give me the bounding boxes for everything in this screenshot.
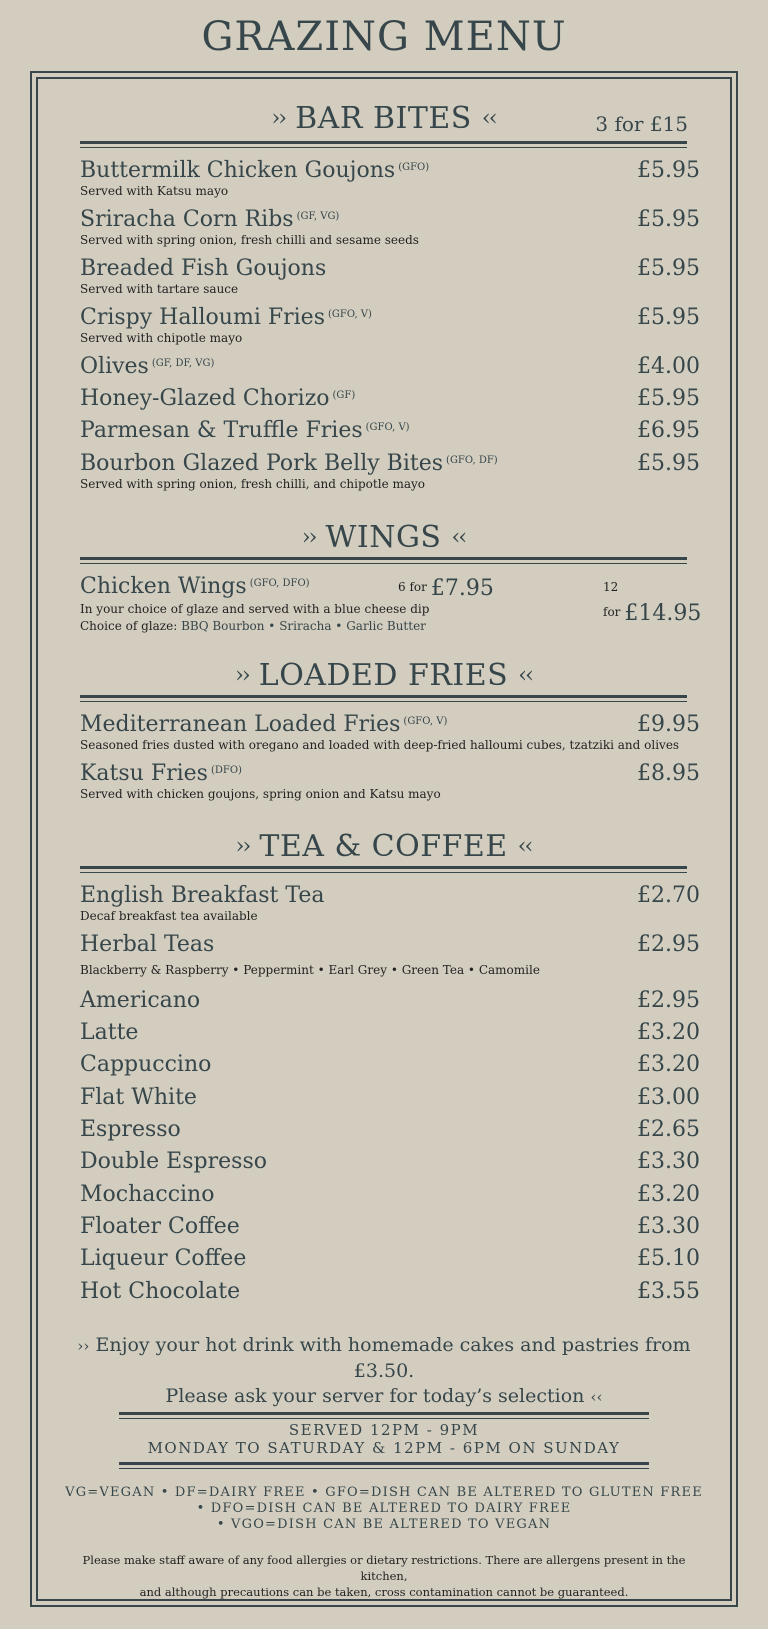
dietary-tag: (DFO): [210, 765, 242, 776]
item-name: Americano: [80, 988, 201, 1013]
item-description: Blackberry & Raspberry • Peppermint • Earl Grey • Green Tea • Camomile: [80, 963, 540, 977]
dietary-tag: (GF, DF, VG): [151, 358, 215, 369]
bar-bites-deal: 3 for £15: [595, 112, 688, 136]
item-price: £5.95: [637, 158, 700, 183]
dietary-tag: (GFO, V): [328, 309, 372, 320]
item-price: £2.65: [637, 1117, 700, 1142]
item-name: Floater Coffee: [80, 1214, 240, 1239]
menu-item: [80, 1117, 700, 1142]
glaze-options: BBQ Bourbon • Sriracha • Garlic Butter: [181, 619, 426, 633]
chevron-right-icon: ››: [271, 106, 286, 131]
serving-hours: [119, 1421, 649, 1457]
item-price: £3.20: [637, 1052, 700, 1077]
item-name: Mediterranean Loaded Fries: [80, 712, 401, 737]
item-name: Mochaccino: [80, 1182, 215, 1207]
item-price: £2.70: [637, 883, 700, 908]
served-rule-top: [119, 1412, 649, 1419]
menu-item: [80, 207, 700, 247]
item-description: Served with tartare sauce: [80, 282, 239, 296]
item-name: Cappuccino: [80, 1052, 212, 1077]
menu-item: [80, 1279, 700, 1304]
menu-item: [80, 761, 700, 801]
section-title: LOADED FRIES: [258, 658, 509, 693]
chevron-right-icon: ››: [235, 834, 250, 859]
item-name: Double Espresso: [80, 1149, 267, 1174]
item-name: Buttermilk Chicken Goujons: [80, 158, 396, 183]
section-rule: [80, 695, 687, 702]
item-description: Served with spring onion, fresh chilli and sesame seeds: [80, 233, 419, 247]
chevron-right-icon: ››: [77, 1337, 90, 1355]
promo-line-1: Enjoy your hot drink with homemade cakes and pastries from £3.50.: [95, 1334, 691, 1382]
item-description: Decaf breakfast tea available: [80, 909, 258, 923]
item-name: Katsu Fries: [80, 761, 208, 786]
item-description: In your choice of glaze and served with a blue cheese dip: [80, 602, 430, 616]
served-line-2: MONDAY TO SATURDAY & 12PM - 6PM ON SUNDAY: [147, 1439, 621, 1457]
menu-item: [80, 1052, 700, 1077]
menu-item: [80, 1182, 700, 1207]
item-name: Liqueur Coffee: [80, 1246, 247, 1271]
wings-option-12: [603, 576, 701, 626]
item-name: Herbal Teas: [80, 932, 215, 957]
section-heading-loaded-fries: [80, 658, 687, 693]
item-name: Crispy Halloumi Fries: [80, 305, 325, 330]
menu-item: [80, 988, 700, 1013]
menu-item: [80, 1246, 700, 1271]
menu-item: [80, 386, 700, 411]
item-price: £2.95: [637, 988, 700, 1013]
served-rule-bottom: [119, 1462, 649, 1469]
chevron-right-icon: ››: [235, 663, 249, 688]
dietary-tag: (GFO): [398, 162, 430, 173]
item-price: £8.95: [637, 761, 700, 786]
menu-item: [80, 158, 700, 198]
option-price: £14.95: [624, 601, 702, 626]
item-price: £3.20: [637, 1020, 700, 1045]
option-price: £7.95: [430, 576, 494, 601]
section-heading-wings: [80, 520, 687, 555]
menu-item: [80, 418, 700, 443]
chevron-left-icon: ‹‹: [451, 525, 466, 550]
section-title: WINGS: [325, 520, 442, 555]
item-name: Espresso: [80, 1117, 181, 1142]
item-description: Served with spring onion, fresh chilli, and chipotle mayo: [80, 477, 426, 491]
section-rule: [80, 557, 687, 564]
section-title: BAR BITES: [295, 101, 472, 136]
item-description: Served with chipotle mayo: [80, 331, 243, 345]
dietary-tag: (GFO, DFO): [249, 578, 310, 589]
item-price: £3.00: [637, 1085, 700, 1110]
item-price: £3.55: [637, 1279, 700, 1304]
chevron-left-icon: ‹‹: [518, 663, 532, 688]
item-price: £5.95: [637, 386, 700, 411]
item-name: Olives: [80, 354, 149, 379]
menu-item: [80, 712, 700, 752]
allergy-notice: [80, 1552, 688, 1600]
chevron-left-icon: ‹‹: [590, 1388, 603, 1406]
item-name: Sriracha Corn Ribs: [80, 207, 294, 232]
dietary-tag: (GFO, V): [365, 422, 410, 433]
dietary-tag: (GFO, V): [403, 716, 448, 727]
legend-line-3: • VGO=DISH CAN BE ALTERED TO VEGAN: [216, 1517, 552, 1532]
menu-item: [80, 256, 700, 296]
menu-item: [80, 451, 700, 491]
chevron-right-icon: ››: [301, 525, 316, 550]
menu-item: [80, 883, 700, 923]
item-name: Latte: [80, 1020, 139, 1045]
promo-line-2: Please ask your server for today’s selection: [165, 1385, 585, 1407]
allergy-line-1: Please make staff aware of any food allergies or dietary restrictions. There are allergens present in the kitchen,: [82, 1553, 686, 1583]
promo-note: [70, 1333, 698, 1410]
item-description: Served with chicken goujons, spring onion and Katsu mayo: [80, 787, 441, 801]
served-line-1: SERVED 12PM - 9PM: [288, 1421, 480, 1439]
item-name: Flat White: [80, 1085, 197, 1110]
page-title: GRAZING MENU: [201, 14, 567, 60]
item-price: £9.95: [637, 712, 700, 737]
wings-option-6: [398, 576, 494, 601]
item-description: Served with Katsu mayo: [80, 184, 229, 198]
item-name: Bourbon Glazed Pork Belly Bites: [80, 451, 444, 476]
glaze-label: Choice of glaze:: [80, 619, 178, 633]
option-label: 12 for: [603, 580, 621, 619]
menu-item: [80, 1149, 700, 1174]
item-name: Chicken Wings: [80, 574, 247, 599]
item-price: £6.95: [637, 418, 700, 443]
chevron-left-icon: ‹‹: [517, 834, 532, 859]
item-name: English Breakfast Tea: [80, 883, 325, 908]
section-heading-tea-coffee: [80, 829, 687, 864]
item-name: Honey-Glazed Chorizo: [80, 386, 330, 411]
menu-item: [80, 354, 700, 379]
section-title: TEA & COFFEE: [259, 829, 508, 864]
dietary-legend: [60, 1485, 708, 1533]
dietary-tag: (GF): [332, 390, 356, 401]
item-price: £3.20: [637, 1182, 700, 1207]
menu-item: [80, 305, 700, 345]
item-price: £3.30: [637, 1149, 700, 1174]
option-label: 6 for: [398, 580, 427, 594]
section-rule: [80, 866, 687, 873]
item-price: £2.95: [637, 932, 700, 957]
item-name: Breaded Fish Goujons: [80, 256, 327, 281]
item-price: £5.95: [637, 451, 700, 476]
item-price: £5.95: [637, 305, 700, 330]
allergy-line-2: and although precautions can be taken, cross contamination cannot be guaranteed.: [139, 1585, 629, 1599]
chevron-left-icon: ‹‹: [481, 106, 496, 131]
section-rule: [80, 141, 687, 148]
item-name: Parmesan & Truffle Fries: [80, 418, 363, 443]
legend-line-2: • DFO=DISH CAN BE ALTERED TO DAIRY FREE: [196, 1501, 572, 1516]
item-price: £5.95: [637, 256, 700, 281]
item-price: £5.95: [637, 207, 700, 232]
item-price: £4.00: [637, 354, 700, 379]
menu-item: [80, 1020, 700, 1045]
menu-item: [80, 1214, 700, 1239]
menu-item: [80, 932, 700, 977]
item-name: Hot Chocolate: [80, 1279, 241, 1304]
item-description: Seasoned fries dusted with oregano and loaded with deep-fried halloumi cubes, tzatziki and olives: [80, 738, 680, 752]
legend-line-1: VG=VEGAN • DF=DAIRY FREE • GFO=DISH CAN BE ALTERED TO GLUTEN FREE: [65, 1485, 703, 1500]
dietary-tag: (GF, VG): [296, 211, 340, 222]
dietary-tag: (GFO, DF): [446, 455, 498, 466]
item-price: £5.10: [637, 1246, 700, 1271]
menu-item-wings: [80, 574, 702, 633]
menu-item: [80, 1085, 700, 1110]
item-price: £3.30: [637, 1214, 700, 1239]
